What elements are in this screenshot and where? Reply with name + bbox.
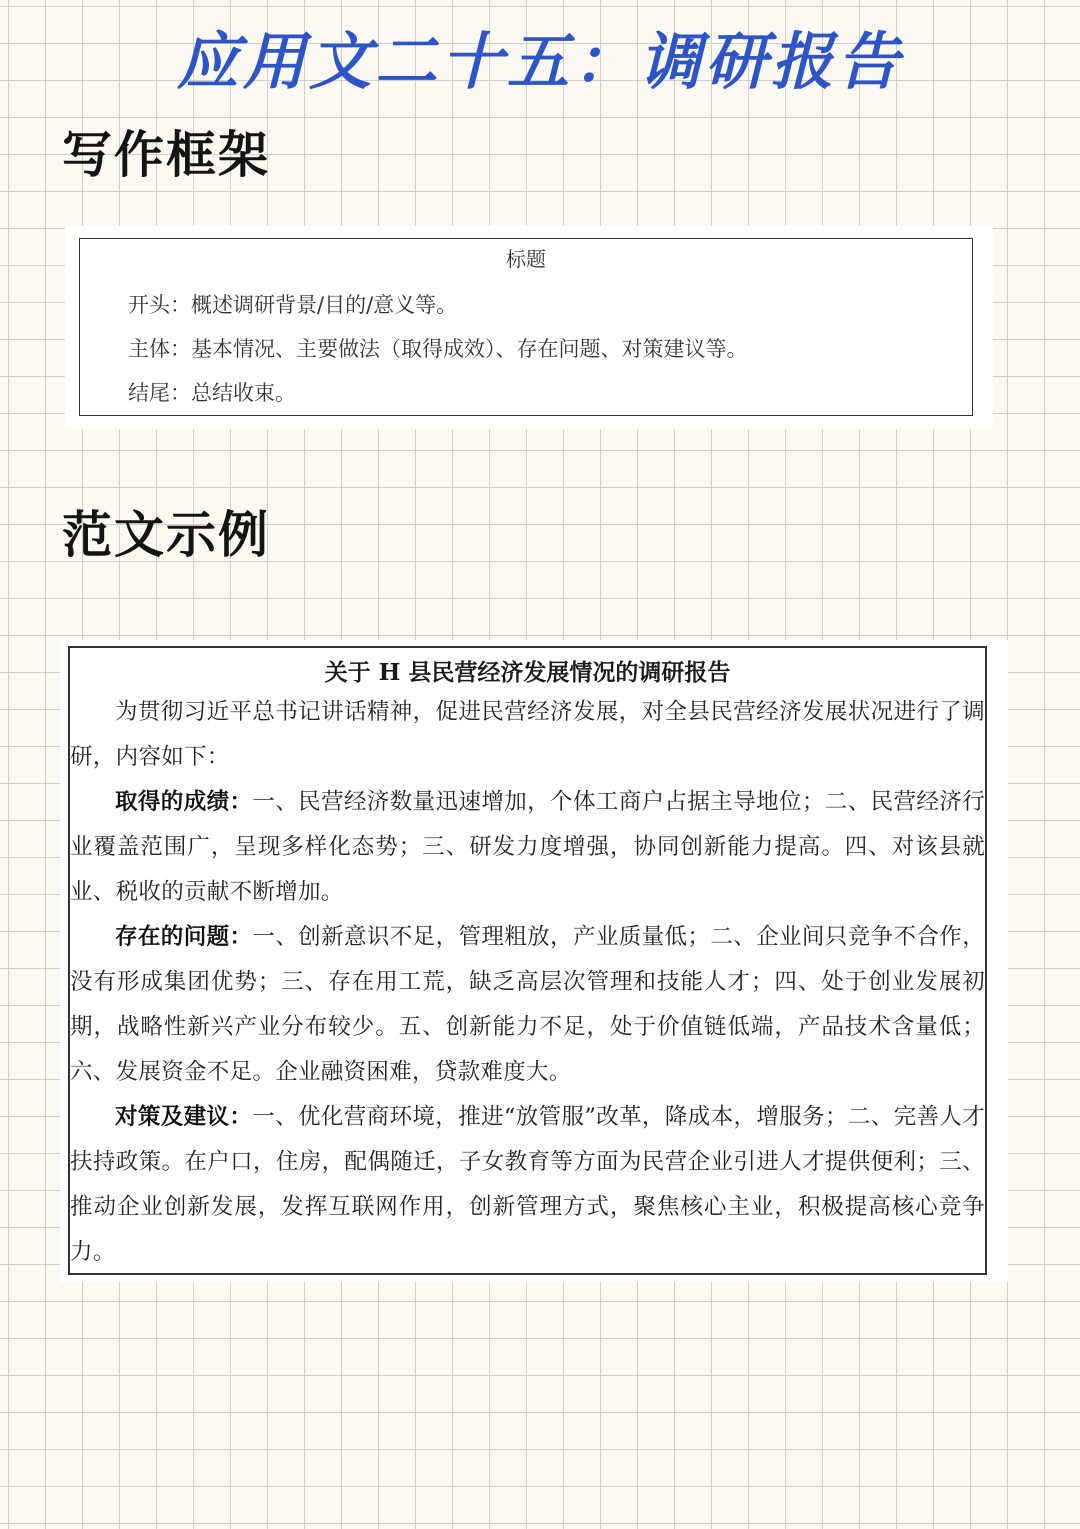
example-heading: 范文示例 [62,506,270,564]
suggestions-text: 一、优化营商环境，推进“放管服”改革，降成本，增服务；二、完善人才扶持政策。在户口，住房，配偶随迁，子女教育等方面为民营企业引进人才提供便利；三、推动企业创新发展，发挥互联网作用，创新管理方式，聚焦核心主业，积极提高核心竞争力。 [70,1104,985,1265]
example-box [68,646,987,1275]
suggestions-label: 对策及建议： [115,1104,253,1130]
achievements-text: 一、民营经济数量迅速增加，个体工商户占据主导地位；二、民营经济行业覆盖范围广，呈现多样化态势；三、研发力度增强，协同创新能力提高。四、对该县就业、税收的贡献不断增加。 [70,789,985,905]
framework-box [79,238,973,416]
example-suggestions-paragraph [70,1095,985,1275]
problems-label: 存在的问题： [115,924,253,950]
problems-text: 一、创新意识不足，管理粗放，产业质量低；二、企业间只竞争不合作，没有形成集团优势；三、存在用工荒，缺乏高层次管理和技能人才；四、处于创业发展初期，战略性新兴产业分布较少。五、创新能力不足，处于价值链低端，产品技术含量低；六、发展资金不足。企业融资困难，贷款难度大。 [70,924,985,1085]
page-title: 应用文二十五：调研报告 [176,25,903,98]
example-problems-paragraph [70,915,985,1095]
framework-title: 标题 [506,247,546,271]
achievements-label: 取得的成绩： [115,789,253,815]
framework-heading: 写作框架 [62,126,270,184]
example-achievements-paragraph [70,780,985,915]
framework-opening-line: 开头：概述调研背景/目的/意义等。 [128,293,458,317]
example-body [70,690,985,1275]
example-intro-paragraph: 为贯彻习近平总书记讲话精神，促进民营经济发展，对全县民营经济发展状况进行了调研，内容如下： [70,699,985,770]
framework-ending-line: 结尾：总结收束。 [128,381,296,405]
framework-body-line: 主体：基本情况、主要做法（取得成效）、存在问题、对策建议等。 [128,337,748,361]
framework-image [65,226,993,429]
example-image [60,640,1008,1282]
example-title: 关于 H 县民营经济发展情况的调研报告 [324,659,731,686]
